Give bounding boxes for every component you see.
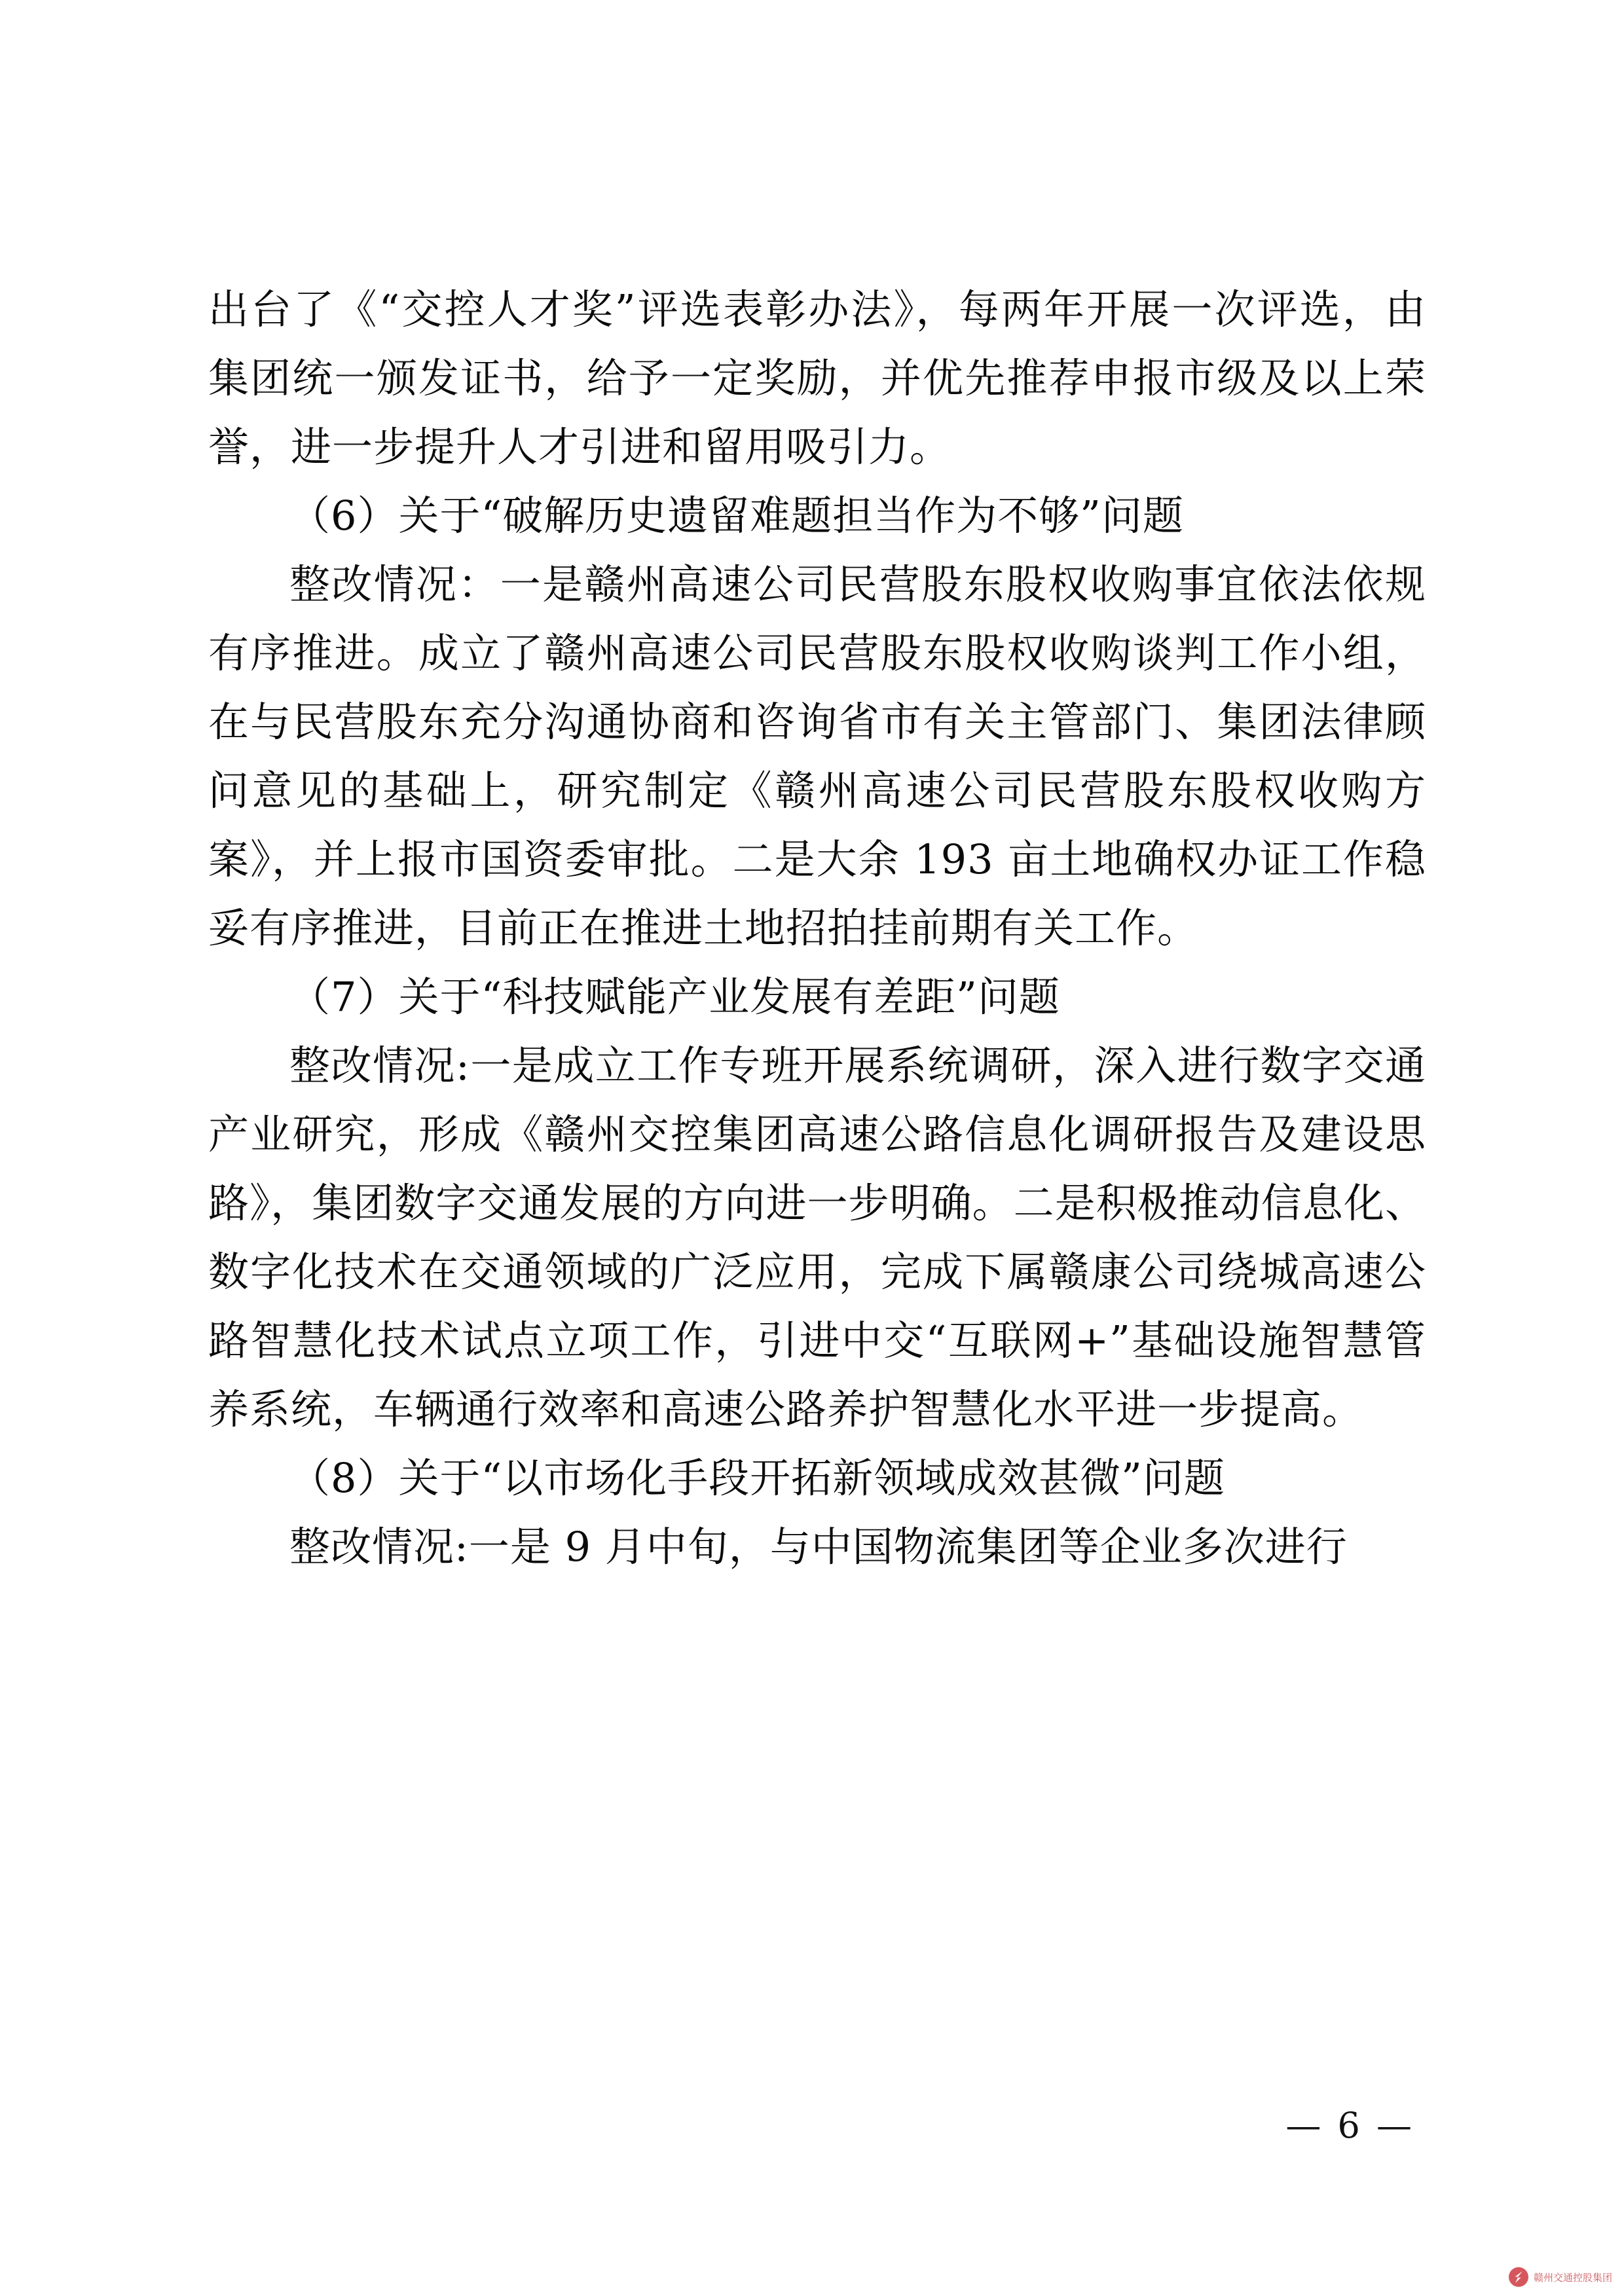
paragraph-heading-6: （6）关于“破解历史遗留难题担当作为不够”问题 <box>289 492 1184 539</box>
watermark-label: 赣州交通控股集团 <box>1533 2272 1612 2284</box>
page-body <box>208 275 1426 1581</box>
paragraph-1: 出台了《“交控人才奖”评选表彰办法》，每两年开展一次评选，由集团统一颁发证书，给予一定奖励，并优先推荐申报市级及以上荣誉，进一步提升人才引进和留用吸引力。 <box>208 285 1426 471</box>
paragraph-rectification-6: 整改情况：一是赣州高速公司民营股东股权收购事宜依法依规有序推进。成立了赣州高速公司民营股东股权收购谈判工作小组，在与民营股东充分沟通协商和咨询省市有关主管部门、集团法律顾问意见的基础上，研究制定《赣州高速公司民营股东股权收购方案》，并上报市国资委审批。二是大余 193 亩土地确权办证工作稳妥有序推进，目前正在推进土地招拍挂前期有关工作。 <box>208 560 1426 952</box>
watermark <box>1509 2267 1612 2287</box>
paragraph-heading-7: （7）关于“科技赋能产业发展有差距”问题 <box>289 973 1060 1021</box>
paragraph-heading-8: （8）关于“以市场化手段开拓新领域成效甚微”问题 <box>289 1454 1225 1502</box>
paragraph-rectification-7: 整改情况:一是成立工作专班开展系统调研，深入进行数字交通产业研究，形成《赣州交控集团高速公路信息化调研报告及建设思路》，集团数字交通发展的方向进一步明确。二是积极推动信息化、数字化技术在交通领域的广泛应用，完成下属赣康公司绕城高速公路智慧化技术试点立项工作，引进中交“互联网+”基础设施智慧管养系统，车辆通行效率和高速公路养护智慧化水平进一步提高。 <box>208 1042 1426 1433</box>
page-number: — 6 — <box>1285 2105 1414 2146</box>
paragraph-rectification-8: 整改情况:一是 9 月中旬，与中国物流集团等企业多次进行 <box>289 1523 1348 1571</box>
company-logo-icon <box>1509 2267 1528 2287</box>
